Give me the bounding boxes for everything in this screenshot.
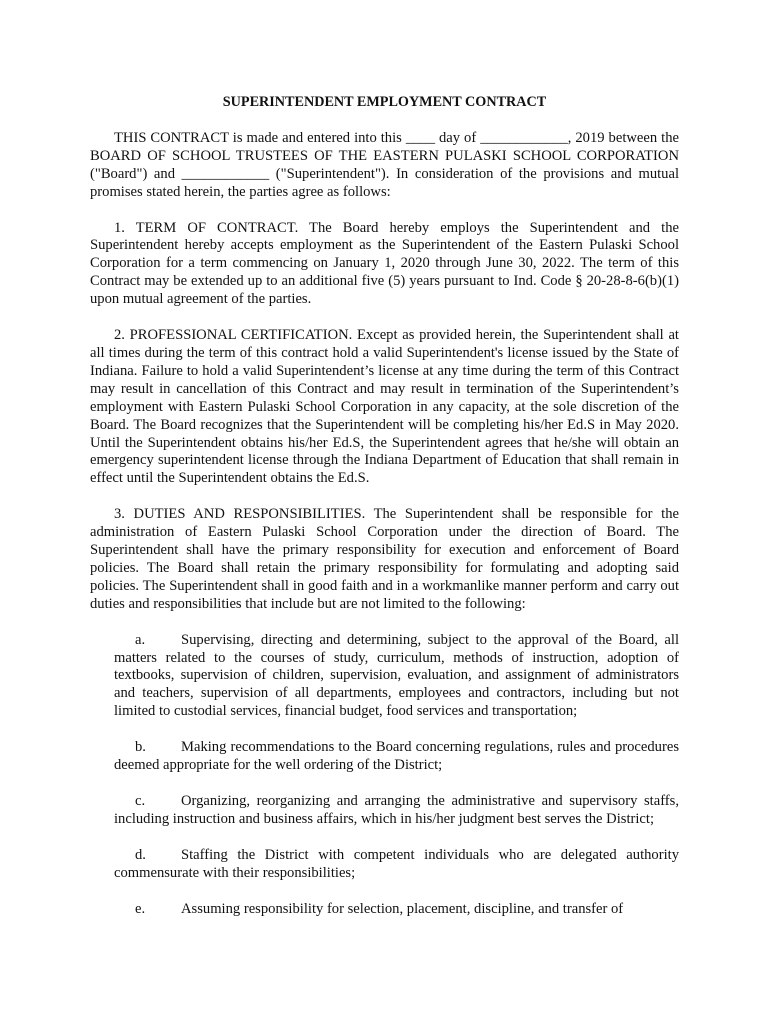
- duty-item-c: [114, 793, 679, 829]
- page-title: SUPERINTENDENT EMPLOYMENT CONTRACT: [222, 94, 547, 110]
- duty-item-text: Supervising, directing and determining, subject to the approval of the Board, all matters related to the courses of study, curriculum, methods of instruction, adoption of textbooks, supervision of children, supervision, evaluation, and assignment of administrators and teachers, supervision of all departments, employees and contractors, including but not limited to custodial services, financial budget, food services and transportation;: [114, 631, 679, 720]
- intro-paragraph: THIS CONTRACT is made and entered into this ____ day of ____________, 2019 between the BOARD OF SCHOOL TRUSTEES OF THE EASTERN PULASKI SCHOOL CORPORATION ("Board") and ____________ ("Superintendent"). In consideration of the provisions and mutual promises stated herein, the parties agree as follows:: [90, 129, 679, 200]
- term-of-contract-paragraph: 1. TERM OF CONTRACT. The Board hereby employs the Superintendent and the Superintendent hereby accepts employment as the Superintendent of the Eastern Pulaski School Corporation for a term commencing on January 1, 2020 through June 30, 2022. The term of this Contract may be extended up to an additional five (5) years pursuant to Ind. Code § 20-28-8-6(b)(1) upon mutual agreement of the parties.: [90, 219, 679, 308]
- duty-item-letter: b.: [135, 739, 146, 756]
- duties-paragraph: 3. DUTIES AND RESPONSIBILITIES. The Superintendent shall be responsible for the administration of Eastern Pulaski School Corporation under the direction of Board. The Superintendent shall have the primary responsibility for execution and enforcement of Board policies. The Board shall retain the primary responsibility for formulating and adopting said policies. The Superintendent shall in good faith and in a workmanlike manner perform and carry out duties and responsibilities that include but are not limited to the following:: [90, 506, 679, 612]
- duty-item-letter: e.: [135, 900, 146, 917]
- duty-item-letter: c.: [135, 793, 146, 809]
- duty-item-a: [114, 632, 679, 722]
- duty-item-text: Making recommendations to the Board concerning regulations, rules and procedures deemed appropriate for the well ordering of the District;: [114, 739, 679, 774]
- duty-item-d: [114, 847, 679, 883]
- duty-item-letter: a.: [135, 631, 146, 648]
- duty-item-text: Organizing, reorganizing and arranging the administrative and supervisory staffs, including instruction and business affairs, which in his/her judgment best serves the District;: [114, 793, 679, 827]
- professional-certification-paragraph: 2. PROFESSIONAL CERTIFICATION. Except as provided herein, the Superintendent shall at all times during the term of this contract hold a valid Superintendent's license issued by the State of Indiana. Failure to hold a valid Superintendent’s license at any time during the term of this Contract may result in cancellation of this Contract and may result in termination of the Superintendent’s employment with Eastern Pulaski School Corporation in any capacity, at the sole discretion of the Board. The Board recognizes that the Superintendent will be completing his/her Ed.S in May 2020. Until the Superintendent obtains his/her Ed.S, the Superintendent agrees that he/she will obtain an emergency superintendent license through the Indiana Department of Education that shall remain in effect until the Superintendent obtains the Ed.S.: [90, 327, 679, 487]
- duty-item-letter: d.: [135, 846, 146, 863]
- duty-item-text: Staffing the District with competent individuals who are delegated authority commensurate with their responsibilities;: [114, 846, 679, 881]
- duty-item-e: [114, 901, 679, 919]
- duty-item-text: Assuming responsibility for selection, placement, discipline, and transfer of: [181, 900, 624, 917]
- contract-page: [90, 94, 679, 937]
- duty-item-b: [114, 739, 679, 775]
